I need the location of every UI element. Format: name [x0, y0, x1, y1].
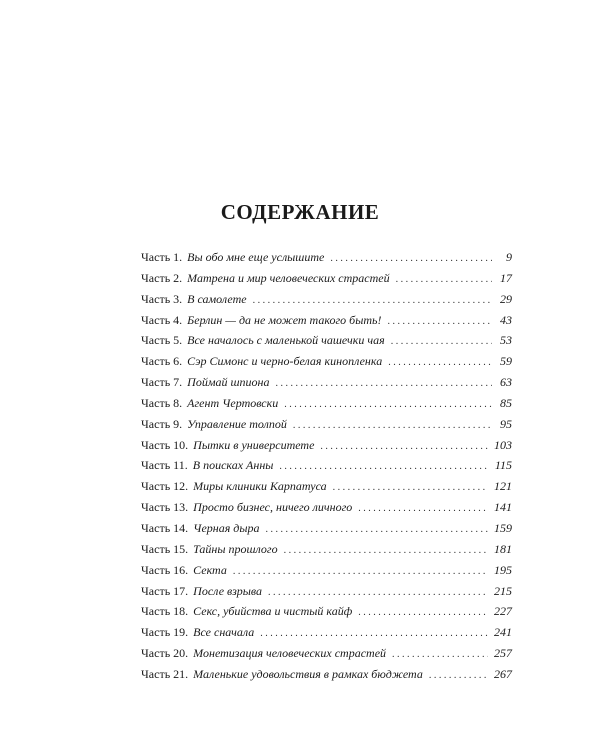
toc-dot-leader — [260, 624, 488, 645]
toc-part-label: Часть 7. — [141, 375, 183, 390]
toc-part-label: Часть 15. — [141, 541, 189, 556]
toc-dot-leader — [387, 312, 492, 333]
toc-dot-leader — [320, 437, 488, 458]
toc-part-label: Часть 10. — [141, 437, 189, 452]
toc-entry — [141, 330, 512, 351]
toc-page-number: 85 — [500, 395, 512, 410]
toc-page-number: 95 — [500, 416, 512, 431]
toc-entry — [141, 601, 512, 622]
toc-dot-leader — [358, 499, 488, 520]
toc-dot-leader — [233, 562, 488, 583]
toc-entry — [141, 539, 512, 560]
toc-part-label: Часть 17. — [141, 583, 189, 598]
toc-entry — [141, 351, 512, 372]
toc-dot-leader — [284, 541, 488, 562]
toc-entry — [141, 581, 512, 602]
toc-part-label: Часть 1. — [141, 250, 183, 264]
toc-page-number: 257 — [494, 646, 512, 661]
toc-entry — [141, 310, 512, 331]
toc-chapter-title: Монетизация человеческих страстей — [193, 646, 387, 661]
toc-dot-leader — [293, 416, 492, 437]
toc-entry — [141, 622, 512, 643]
toc-chapter-title: В самолете — [187, 291, 247, 306]
toc-chapter-title: Пытки в университете — [193, 437, 315, 452]
toc-entry — [141, 393, 512, 414]
toc-page-number: 17 — [500, 270, 512, 285]
toc-page-number: 227 — [494, 604, 512, 619]
toc-page-number: 141 — [494, 500, 512, 515]
toc-chapter-title: Маленькие удовольствия в рамках бюджета — [193, 666, 423, 681]
toc-page-number: 115 — [494, 458, 512, 473]
toc-entry — [141, 476, 512, 497]
toc-chapter-title: Просто бизнес, ничего личного — [193, 500, 353, 515]
toc-chapter-title: Все началось с маленькой чашечки чая — [187, 333, 385, 348]
toc-dot-leader — [284, 395, 492, 416]
toc-part-label: Часть 14. — [141, 520, 189, 535]
toc-entry — [141, 497, 512, 518]
toc-chapter-title: Секс, убийства и чистый кайф — [193, 604, 353, 619]
toc-page-number: 159 — [494, 520, 512, 535]
toc-chapter-title: Агент Чертовски — [187, 395, 279, 410]
toc-chapter-title: Секта — [193, 562, 227, 577]
toc-entry — [141, 289, 512, 310]
toc-part-label: Часть 13. — [141, 500, 189, 515]
toc-page-number: 9 — [506, 250, 512, 264]
toc-page-number: 267 — [494, 666, 512, 681]
toc-page-number: 59 — [500, 354, 512, 369]
toc-page-number: 63 — [500, 375, 512, 390]
toc-page-number: 43 — [500, 312, 512, 327]
toc-dot-leader — [392, 645, 488, 666]
toc-page-number: 241 — [494, 625, 512, 640]
toc-chapter-title: Миры клиники Карпатуса — [193, 479, 327, 494]
toc-dot-leader — [396, 270, 492, 291]
toc-entry — [141, 435, 512, 456]
toc-part-label: Часть 11. — [141, 458, 188, 473]
toc-dot-leader — [333, 478, 488, 499]
toc-chapter-title: В поисках Анны — [192, 458, 274, 473]
toc-chapter-title: Вы обо мне еще услышите — [187, 250, 325, 264]
toc-dot-leader — [266, 520, 489, 541]
toc-entry — [141, 643, 512, 664]
toc-part-label: Часть 5. — [141, 333, 183, 348]
toc-chapter-title: Черная дыра — [193, 520, 260, 535]
toc-entry — [141, 560, 512, 581]
toc-part-label: Часть 4. — [141, 312, 183, 327]
toc-entry — [141, 372, 512, 393]
toc-dot-leader — [429, 666, 488, 687]
toc-dot-leader — [358, 603, 488, 624]
toc-part-label: Часть 21. — [141, 666, 189, 681]
toc-part-label: Часть 18. — [141, 604, 189, 619]
toc-entry — [141, 247, 512, 268]
toc-chapter-title: После взрыва — [193, 583, 263, 598]
toc-dot-leader — [268, 583, 488, 604]
toc-chapter-title: Все сначала — [193, 625, 255, 640]
toc-dot-leader — [391, 332, 492, 353]
toc-entry — [141, 518, 512, 539]
toc-entry — [141, 414, 512, 435]
toc-page-number: 215 — [494, 583, 512, 598]
toc-part-label: Часть 9. — [141, 416, 183, 431]
toc-dot-leader — [279, 457, 488, 478]
toc-chapter-title: Поймай шпиона — [187, 375, 270, 390]
toc-entry — [141, 664, 512, 685]
toc-title: СОДЕРЖАНИЕ — [220, 200, 380, 224]
toc-part-label: Часть 20. — [141, 646, 189, 661]
toc-part-label: Часть 2. — [141, 270, 183, 285]
toc-page-number: 121 — [494, 479, 512, 494]
toc-chapter-title: Сэр Симонс и черно-белая кинопленка — [187, 354, 383, 369]
toc-part-label: Часть 16. — [141, 562, 189, 577]
toc-part-label: Часть 12. — [141, 479, 189, 494]
toc-part-label: Часть 6. — [141, 354, 183, 369]
toc-dot-leader — [253, 291, 492, 312]
toc-page-number: 195 — [494, 562, 512, 577]
toc-page-number: 53 — [500, 333, 512, 348]
toc-part-label: Часть 19. — [141, 625, 189, 640]
toc-page-number: 29 — [500, 291, 512, 306]
toc-dot-leader — [330, 249, 492, 270]
toc-entry — [141, 268, 512, 289]
toc-list — [141, 247, 512, 685]
toc-part-label: Часть 3. — [141, 291, 183, 306]
toc-chapter-title: Тайны прошлого — [193, 541, 278, 556]
toc-chapter-title: Управление толпой — [187, 416, 287, 431]
toc-chapter-title: Матрена и мир человеческих страстей — [187, 270, 390, 285]
toc-part-label: Часть 8. — [141, 395, 183, 410]
toc-dot-leader — [388, 353, 492, 374]
toc-chapter-title: Берлин — да не может такого быть! — [187, 312, 382, 327]
toc-entry — [141, 455, 512, 476]
toc-page-number: 181 — [494, 541, 512, 556]
toc-dot-leader — [276, 374, 492, 395]
toc-page-number: 103 — [494, 437, 512, 452]
